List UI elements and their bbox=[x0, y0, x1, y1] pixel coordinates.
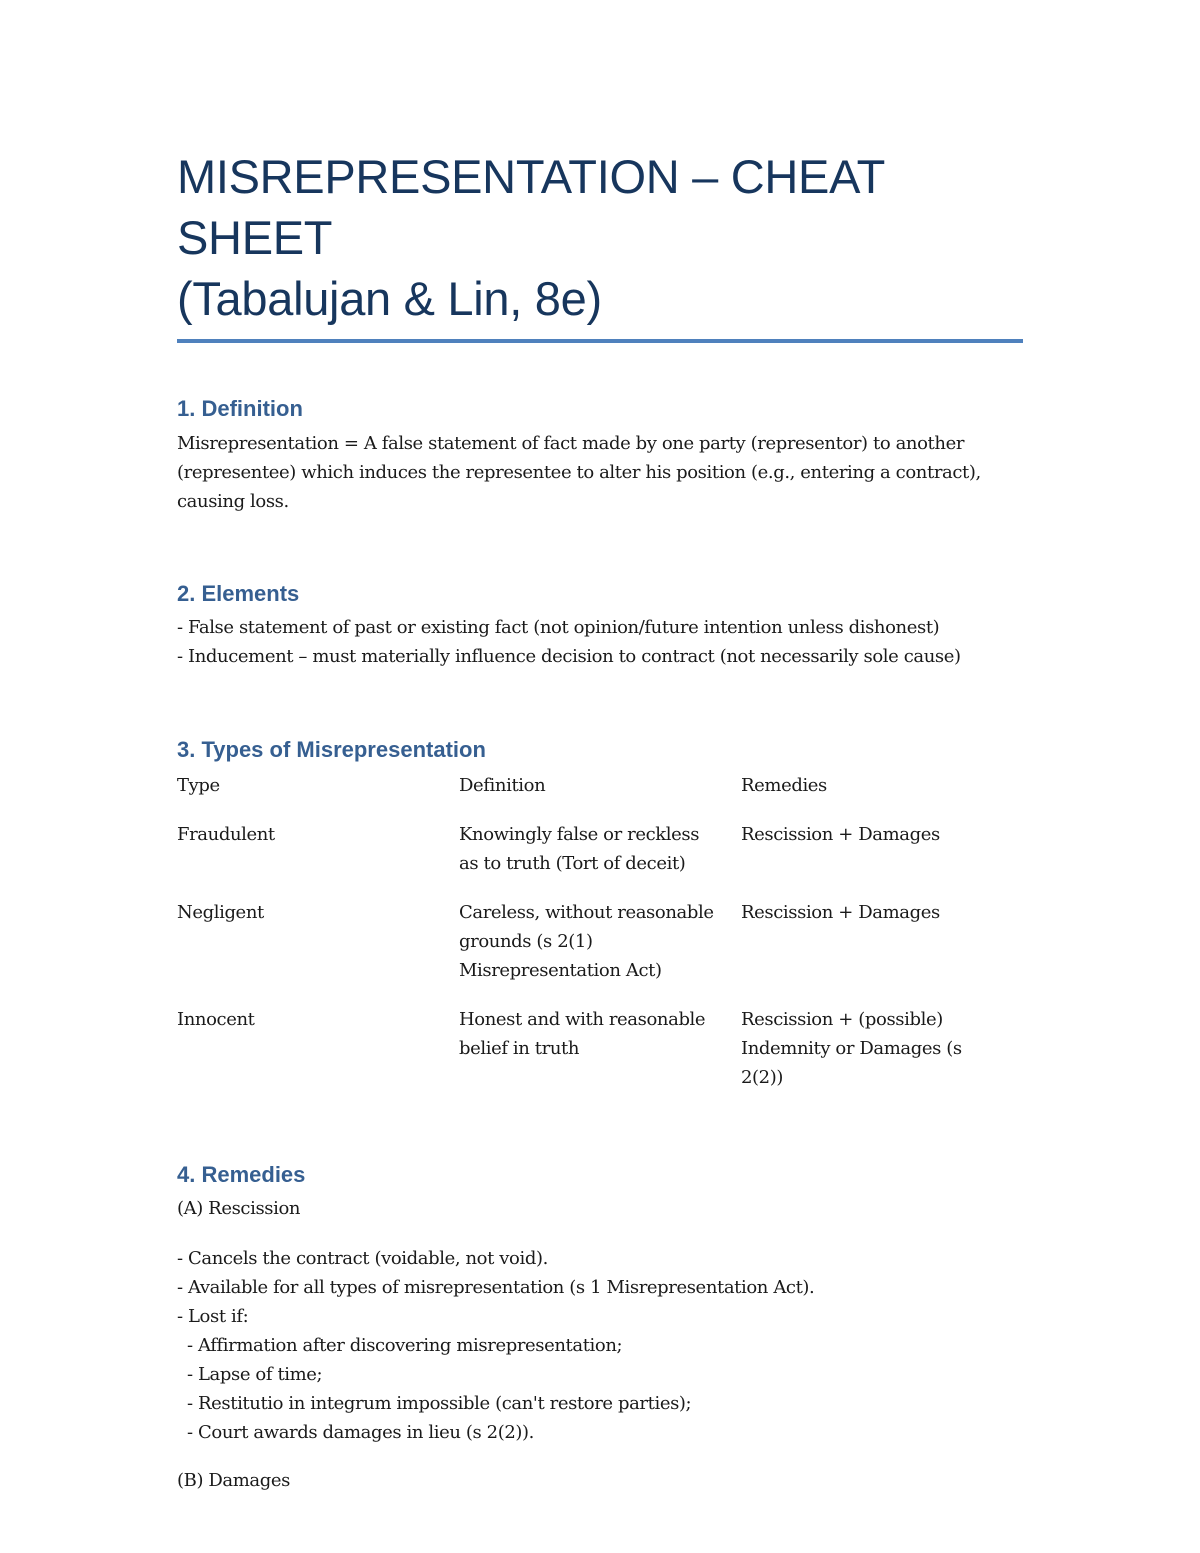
remedies-heading: 4. Remedies bbox=[177, 1162, 306, 1187]
column-header-remedies: Remedies bbox=[741, 775, 827, 796]
document-page bbox=[177, 146, 1023, 1495]
section-types bbox=[177, 735, 1023, 1112]
title-line-1: MISREPRESENTATION – CHEAT SHEET bbox=[177, 150, 885, 264]
list-item: - Lost if: bbox=[177, 1306, 249, 1327]
elements-item-false-statement: - False statement of past or existing fact (not opinion/future intention unless dishonest) bbox=[177, 617, 940, 638]
table-row bbox=[177, 898, 1023, 1005]
types-table bbox=[177, 771, 1023, 1112]
rescission-list bbox=[177, 1244, 1023, 1447]
types-table-header-row bbox=[177, 771, 1023, 820]
table-row bbox=[177, 820, 1023, 898]
list-item: - Cancels the contract (voidable, not void). bbox=[177, 1248, 548, 1269]
elements-item-inducement: - Inducement – must materially influence decision to contract (not necessarily sole cause) bbox=[177, 646, 961, 667]
title-underline-rule bbox=[177, 339, 1023, 343]
list-item: - Court awards damages in lieu (s 2(2)). bbox=[187, 1422, 534, 1443]
remedies-cell: Rescission + (possible) Indemnity or Damages (s 2(2)) bbox=[741, 1009, 962, 1088]
remedies-cell: Rescission + Damages bbox=[741, 824, 940, 845]
document-title bbox=[177, 146, 1023, 329]
section-definition bbox=[177, 394, 1023, 516]
damages-subheading: (B) Damages bbox=[177, 1470, 290, 1491]
section-elements bbox=[177, 579, 1023, 671]
elements-list bbox=[177, 613, 1023, 671]
section-remedies bbox=[177, 1160, 1023, 1495]
list-item: - Available for all types of misrepresentation (s 1 Misrepresentation Act). bbox=[177, 1277, 815, 1298]
elements-heading: 2. Elements bbox=[177, 581, 300, 606]
definition-text: Misrepresentation = A false statement of fact made by one party (representor) to another (representee) which induces the representee to alter his position (e.g., entering a contract), causing loss. bbox=[177, 433, 981, 512]
type-cell: Innocent bbox=[177, 1009, 255, 1030]
definition-heading: 1. Definition bbox=[177, 396, 303, 421]
types-heading: 3. Types of Misrepresentation bbox=[177, 737, 486, 762]
rescission-subheading: (A) Rescission bbox=[177, 1198, 301, 1219]
definition-cell: Honest and with reasonable belief in truth bbox=[459, 1009, 706, 1059]
definition-cell: Careless, without reasonable grounds (s 2(1) Misrepresentation Act) bbox=[459, 902, 714, 981]
list-item: - Restitutio in integrum impossible (can't restore parties); bbox=[187, 1393, 692, 1414]
column-header-definition: Definition bbox=[459, 775, 546, 796]
table-row bbox=[177, 1005, 1023, 1112]
type-cell: Negligent bbox=[177, 902, 264, 923]
remedies-cell: Rescission + Damages bbox=[741, 902, 940, 923]
column-header-type: Type bbox=[177, 775, 220, 796]
type-cell: Fraudulent bbox=[177, 824, 275, 845]
definition-cell: Knowingly false or reckless as to truth (Tort of deceit) bbox=[459, 824, 700, 874]
list-item: - Lapse of time; bbox=[187, 1364, 323, 1385]
title-line-2: (Tabalujan & Lin, 8e) bbox=[177, 272, 602, 325]
list-item: - Affirmation after discovering misrepresentation; bbox=[187, 1335, 623, 1356]
